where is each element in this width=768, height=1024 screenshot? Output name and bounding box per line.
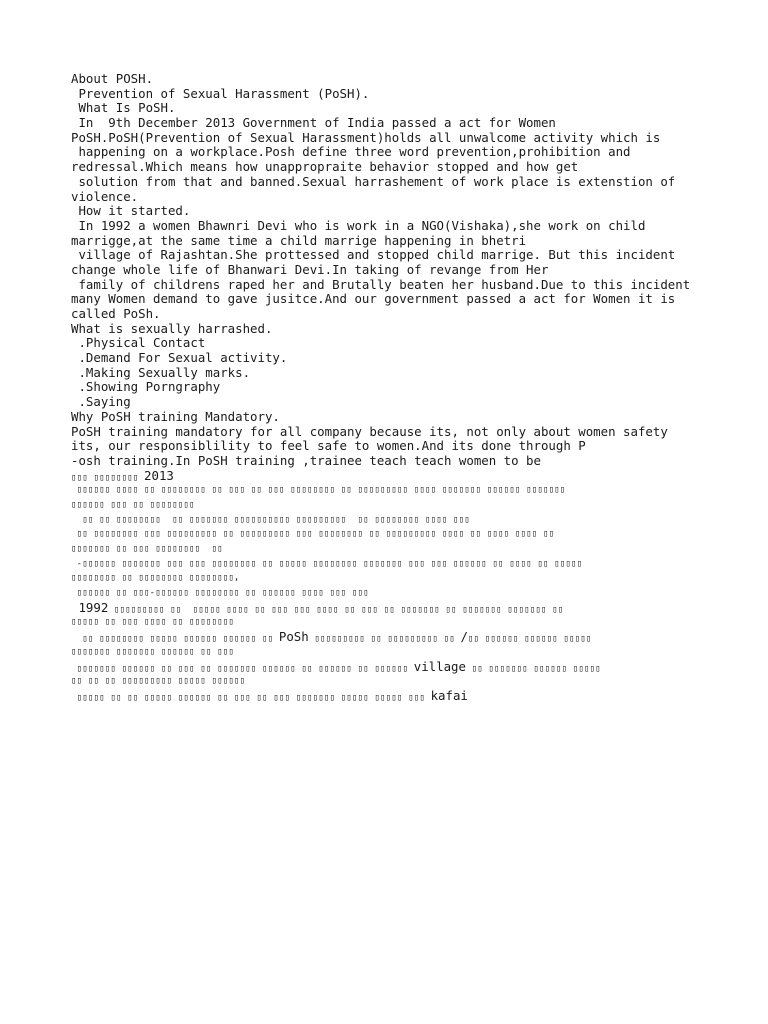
text-line: -osh training.In PoSH training ,trainee teach teach women to be xyxy=(71,452,541,468)
text-line: PoSH.PoSH(Prevention of Sexual Harassment)holds all unwalcome activity which is xyxy=(71,129,661,145)
text-segment: ▯▯ ▯▯▯▯▯▯▯ ▯▯▯▯▯▯ ▯▯▯▯▯ xyxy=(465,663,601,674)
text-segment: ▯▯ ▯▯▯▯▯▯▯▯ ▯▯▯ ▯▯▯▯▯▯▯▯▯ ▯▯ ▯▯▯▯▯▯▯▯▯ ▯▯▯ ▯▯▯▯▯▯▯▯ ▯▯ ▯▯▯▯▯▯▯▯▯ ▯▯▯▯ ▯▯ ▯▯▯▯ ▯▯▯▯ ▯▯ xyxy=(71,529,555,540)
text-segment: village xyxy=(413,658,466,674)
text-line: happening on a workplace.Posh define three word prevention,prohibition and xyxy=(71,144,631,160)
text-segment: ▯▯▯ ▯▯▯▯▯▯▯▯ xyxy=(71,472,145,483)
unrendered-text-line xyxy=(71,513,731,528)
text-segment: ▯▯ ▯▯ ▯▯▯▯▯▯▯▯ ▯▯ ▯▯▯▯▯▯▯ ▯▯▯▯▯▯▯▯▯▯ ▯▯▯▯▯▯▯▯▯ ▯▯ ▯▯▯▯▯▯▯▯ ▯▯▯▯ ▯▯▯ xyxy=(71,514,470,525)
text-line: PoSH training mandatory for all company because its, not only about women safety xyxy=(71,423,668,439)
text-segment: 2013 xyxy=(144,467,174,483)
unrendered-text-line xyxy=(71,542,731,557)
text-line: its, our responsiblility to feel safe to women.And its done through P xyxy=(71,438,586,454)
text-segment: PoSh xyxy=(278,629,309,645)
text-line: change whole life of Bhanwari Devi.In taking of revange from Her xyxy=(71,261,549,277)
unrendered-text-line xyxy=(71,630,731,645)
unrendered-text-line xyxy=(71,557,731,572)
text-line: .Demand For Sexual activity. xyxy=(71,350,288,366)
text-segment: kafai xyxy=(430,687,468,703)
unrendered-text-line xyxy=(71,645,731,660)
unrendered-text-line xyxy=(71,601,731,616)
text-segment: 1992 xyxy=(78,599,109,615)
english-text-block xyxy=(71,72,731,469)
unrendered-text-line xyxy=(71,615,731,630)
text-segment: ▯▯▯▯▯▯ ▯▯▯ ▯▯ ▯▯▯▯▯▯▯▯ xyxy=(71,499,195,510)
text-line: Why PoSH training Mandatory. xyxy=(71,408,280,424)
text-line: many Women demand to gave jusitce.And our government passed a act for Women it is xyxy=(71,291,676,307)
text-line: marrigge,at the same time a child marrige happening in bhetri xyxy=(71,232,527,248)
unrendered-text-line xyxy=(71,483,731,498)
unrendered-script-block xyxy=(71,469,731,704)
text-line: .Physical Contact xyxy=(71,335,206,351)
text-segment: ▯▯▯▯▯ ▯▯ ▯▯ ▯▯▯▯▯ ▯▯▯▯▯▯ ▯▯ ▯▯▯ ▯▯ ▯▯▯ ▯▯▯▯▯▯▯ ▯▯▯▯▯ ▯▯▯▯▯ ▯▯▯ xyxy=(71,692,431,703)
text-line: .Showing Porngraphy xyxy=(71,379,221,395)
unrendered-text-line xyxy=(71,571,731,586)
text-segment: ▯▯▯▯▯▯▯▯ ▯▯ ▯▯▯▯▯▯▯▯ ▯▯▯▯▯▯▯▯, xyxy=(71,573,240,584)
text-segment: / xyxy=(460,629,468,645)
text-line: About POSH. xyxy=(71,71,154,86)
text-line: In 1992 a women Bhawnri Devi who is work in a NGO(Vishaka),she work on child xyxy=(71,217,646,233)
unrendered-text-line xyxy=(71,660,731,675)
text-line: called PoSh. xyxy=(71,306,161,321)
text-segment: ▯▯▯▯▯▯▯▯▯ ▯▯ ▯▯▯▯▯ ▯▯▯▯ ▯▯ ▯▯▯ ▯▯▯ ▯▯▯▯ ▯▯ ▯▯▯ ▯▯ ▯▯▯▯▯▯▯ ▯▯ ▯▯▯▯▯▯▯ ▯▯▯▯▯▯▯ ▯▯ xyxy=(108,604,564,615)
text-line: What Is PoSH. xyxy=(71,100,176,116)
text-segment: ▯▯ ▯▯▯▯▯▯ ▯▯▯▯▯▯ ▯▯▯▯▯ xyxy=(467,634,592,645)
text-line: .Saying xyxy=(71,394,131,410)
text-segment: ▯▯▯▯▯▯▯▯▯ ▯▯ ▯▯▯▯▯▯▯▯▯ ▯▯ xyxy=(308,634,461,645)
text-segment: ▯▯▯▯▯▯▯ ▯▯▯▯▯▯ ▯▯ ▯▯▯ ▯▯ ▯▯▯▯▯▯▯ ▯▯▯▯▯▯ ▯▯ ▯▯▯▯▯▯ ▯▯ ▯▯▯▯▯▯ xyxy=(71,663,414,674)
text-segment: ▯▯▯▯▯▯▯ ▯▯ ▯▯▯ ▯▯▯▯▯▯▯▯ ▯▯ xyxy=(71,544,223,554)
unrendered-text-line xyxy=(71,469,731,484)
unrendered-text-line xyxy=(71,674,731,689)
text-segment: -▯▯▯▯▯▯ ▯▯▯▯▯▯▯ ▯▯▯ ▯▯▯ ▯▯▯▯▯▯▯▯ ▯▯ ▯▯▯▯▯ ▯▯▯▯▯▯▯▯ ▯▯▯▯▯▯▯ ▯▯▯ ▯▯▯ ▯▯▯▯▯▯ ▯▯ ▯▯▯▯ ▯▯ ▯▯▯▯▯ xyxy=(71,558,583,569)
unrendered-text-line xyxy=(71,498,731,513)
text-line: village of Rajashtan.She prottessed and stopped child marrige. But this incident xyxy=(71,247,676,263)
text-segment: ▯▯▯▯▯ ▯▯ ▯▯▯ ▯▯▯▯ ▯▯ ▯▯▯▯▯▯▯▯ xyxy=(71,617,234,628)
text-segment: ▯▯▯▯▯▯▯ ▯▯▯▯▯▯▯ ▯▯▯▯▯▯ ▯▯ ▯▯▯ xyxy=(71,646,234,657)
text-line: .Making Sexually marks. xyxy=(71,364,251,380)
text-segment: ▯▯▯▯▯▯ ▯▯▯▯ ▯▯ ▯▯▯▯▯▯▯▯ ▯▯ ▯▯▯ ▯▯ ▯▯▯ ▯▯▯▯▯▯▯▯ ▯▯ ▯▯▯▯▯▯▯▯▯ ▯▯▯▯ ▯▯▯▯▯▯▯ ▯▯▯▯▯▯ ▯▯▯▯▯▯▯ xyxy=(71,485,566,496)
text-line: How it started. xyxy=(71,203,191,219)
text-segment: ▯▯ ▯▯ ▯▯ ▯▯▯▯▯▯▯▯▯ ▯▯▯▯▯ ▯▯▯▯▯▯ xyxy=(71,676,246,687)
text-segment: ▯▯ ▯▯▯▯▯▯▯▯ ▯▯▯▯▯ ▯▯▯▯▯▯ ▯▯▯▯▯▯ ▯▯ xyxy=(71,634,279,645)
text-line: What is sexually harrashed. xyxy=(71,320,273,336)
unrendered-text-line xyxy=(71,586,731,601)
text-line: Prevention of Sexual Harassment (PoSH). xyxy=(71,85,370,101)
unrendered-text-line xyxy=(71,527,731,542)
text-line: redressal.Which means how unappropraite behavior stopped and how get xyxy=(71,159,579,175)
text-line: violence. xyxy=(71,188,139,204)
text-line: family of childrens raped her and Brutally beaten her husband.Due to this incident xyxy=(71,276,691,292)
text-segment: ▯▯▯▯▯▯ ▯▯ ▯▯▯-▯▯▯▯▯▯ ▯▯▯▯▯▯▯▯ ▯▯ ▯▯▯▯▯▯ ▯▯▯▯ ▯▯▯ ▯▯▯ xyxy=(71,588,369,599)
text-line: In 9th December 2013 Government of India passed a act for Women xyxy=(71,115,556,131)
text-line: solution from that and banned.Sexual harrashement of work place is extenstion of xyxy=(71,173,676,189)
document-body xyxy=(71,72,731,704)
unrendered-text-line xyxy=(71,689,731,704)
